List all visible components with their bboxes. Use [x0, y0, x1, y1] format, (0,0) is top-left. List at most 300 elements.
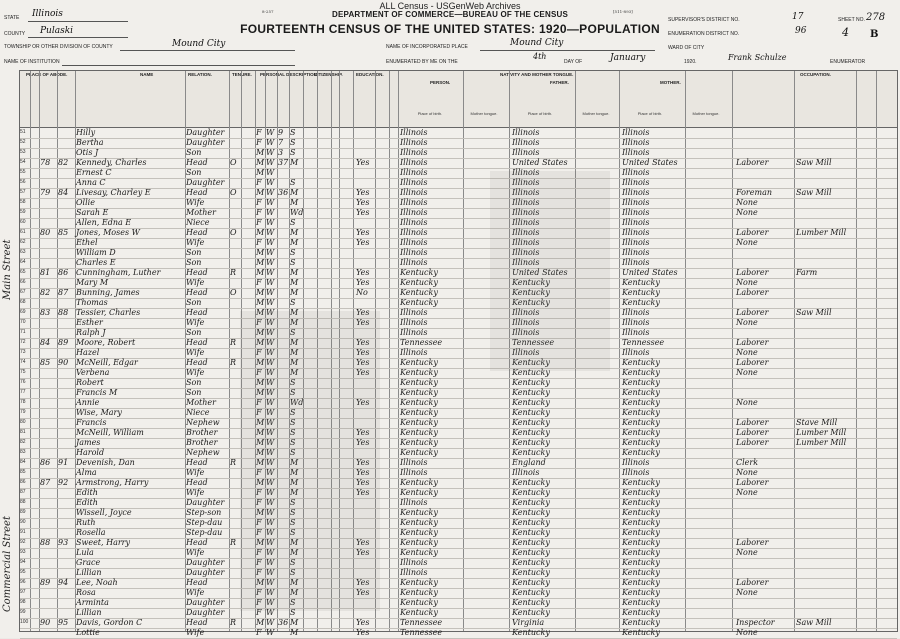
- cell-marital: S: [290, 178, 296, 187]
- cell-name: Lillian: [76, 608, 102, 617]
- cell-race: W: [266, 148, 275, 157]
- sheet-label: SHEET NO.: [838, 17, 865, 23]
- cell-father-birth: Kentucky: [512, 288, 550, 297]
- cell-marital: M: [290, 348, 299, 357]
- cell-birth: Illinois: [400, 458, 428, 467]
- cell-father-birth: Illinois: [512, 258, 540, 267]
- cell-father-birth: United States: [512, 268, 568, 277]
- cell-marital: M: [290, 478, 299, 487]
- cell-race: W: [266, 228, 275, 237]
- cell-industry: Lumber Mill: [796, 228, 847, 237]
- cell-line: 100: [20, 619, 29, 625]
- cell-birth: Kentucky: [400, 488, 438, 497]
- cell-birth: Tennessee: [400, 628, 443, 637]
- cell-marital: M: [290, 628, 299, 637]
- cell-race: W: [266, 238, 275, 247]
- cell-race: W: [266, 408, 275, 417]
- cell-sex: F: [256, 588, 262, 597]
- cell-relation: Brother: [186, 428, 218, 437]
- cell-race: W: [266, 318, 275, 327]
- cell-father-birth: Tennessee: [512, 338, 555, 347]
- cell-sex: F: [256, 488, 262, 497]
- cell-line: 94: [20, 559, 26, 565]
- cell-name: Verbena: [76, 368, 110, 377]
- cell-mother-birth: United States: [622, 158, 678, 167]
- cell-mother-birth: Illinois: [622, 348, 650, 357]
- cell-birth: Illinois: [400, 328, 428, 337]
- cell-race: W: [266, 468, 275, 477]
- cell-father-birth: Virginia: [512, 618, 545, 627]
- cell-race: W: [266, 438, 275, 447]
- cell-sex: F: [256, 408, 262, 417]
- col-mother-tongue-father: Mother tongue.: [582, 111, 610, 116]
- cell-father-birth: Kentucky: [512, 498, 550, 507]
- incorporated-label: NAME OF INCORPORATED PLACE: [386, 44, 468, 50]
- cell-father-birth: Kentucky: [512, 278, 550, 287]
- cell-mother-birth: United States: [622, 268, 678, 277]
- cell-marital: M: [290, 288, 299, 297]
- row-divider: [20, 198, 897, 199]
- cell-family: 95: [58, 618, 69, 627]
- cell-read: Yes: [356, 468, 370, 477]
- cell-mother-birth: Illinois: [622, 148, 650, 157]
- cell-occupation: Laborer: [736, 578, 769, 587]
- cell-birth: Kentucky: [400, 518, 438, 527]
- cell-mother-birth: Kentucky: [622, 568, 660, 577]
- row-divider: [20, 608, 897, 609]
- cell-family: 93: [58, 538, 69, 547]
- cell-birth: Kentucky: [400, 278, 438, 287]
- cell-race: W: [266, 188, 275, 197]
- cell-father-birth: Kentucky: [512, 568, 550, 577]
- cell-sex: F: [256, 568, 262, 577]
- cell-read: Yes: [356, 318, 370, 327]
- cell-age: 36: [278, 188, 289, 197]
- cell-line: 71: [20, 329, 26, 335]
- cell-marital: S: [290, 448, 296, 457]
- cell-tenure: R: [230, 538, 237, 547]
- cell-read: Yes: [356, 458, 370, 467]
- cell-birth: Kentucky: [400, 418, 438, 427]
- cell-tenure: R: [230, 268, 237, 277]
- cell-race: W: [266, 478, 275, 487]
- cell-mother-birth: Kentucky: [622, 498, 660, 507]
- cell-race: W: [266, 278, 275, 287]
- cell-age: 9: [278, 128, 284, 137]
- incorporated-value: Mound City: [510, 38, 564, 48]
- cell-marital: M: [290, 188, 299, 197]
- cell-occupation: None: [736, 468, 758, 477]
- cell-mother-birth: Kentucky: [622, 478, 660, 487]
- cell-family: 84: [58, 188, 69, 197]
- cell-occupation: Laborer: [736, 478, 769, 487]
- enumerator-value: Frank Schulze: [728, 53, 787, 62]
- cell-birth: Illinois: [400, 158, 428, 167]
- cell-mother-birth: Kentucky: [622, 288, 660, 297]
- cell-sex: M: [256, 248, 265, 257]
- cell-race: W: [266, 488, 275, 497]
- cell-occupation: Laborer: [736, 308, 769, 317]
- cell-relation: Head: [186, 338, 208, 347]
- cell-sex: F: [256, 548, 262, 557]
- cell-marital: S: [290, 508, 296, 517]
- cell-read: Yes: [356, 278, 370, 287]
- cell-race: W: [266, 508, 275, 517]
- cell-sex: M: [256, 228, 265, 237]
- cell-race: W: [266, 178, 275, 187]
- state-line: [28, 21, 128, 22]
- cell-sex: F: [256, 368, 262, 377]
- section-mother: MOTHER.: [660, 80, 681, 85]
- cell-race: W: [266, 208, 275, 217]
- cell-mother-birth: Kentucky: [622, 508, 660, 517]
- cell-line: 62: [20, 239, 26, 245]
- grid-column-line: [794, 71, 795, 631]
- cell-line: 99: [20, 609, 26, 615]
- enum-district-value: 96: [795, 26, 807, 36]
- form-number: 8-257: [262, 9, 274, 14]
- cell-sex: F: [256, 558, 262, 567]
- cell-name: Rosa: [76, 588, 96, 597]
- cell-race: W: [266, 528, 275, 537]
- cell-mother-birth: Kentucky: [622, 548, 660, 557]
- cell-birth: Kentucky: [400, 268, 438, 277]
- cell-relation: Wife: [186, 318, 205, 327]
- cell-relation: Step-son: [186, 508, 222, 517]
- cell-read: Yes: [356, 228, 370, 237]
- cell-race: W: [266, 138, 275, 147]
- cell-father-birth: Illinois: [512, 318, 540, 327]
- cell-father-birth: Kentucky: [512, 538, 550, 547]
- cell-father-birth: Kentucky: [512, 488, 550, 497]
- cell-birth: Illinois: [400, 218, 428, 227]
- cell-sex: M: [256, 298, 265, 307]
- cell-relation: Wife: [186, 548, 205, 557]
- cell-relation: Daughter: [186, 558, 225, 567]
- cell-mother-birth: Kentucky: [622, 528, 660, 537]
- cell-sex: M: [256, 308, 265, 317]
- cell-line: 55: [20, 169, 26, 175]
- cell-birth: Illinois: [400, 198, 428, 207]
- cell-industry: Lumber Mill: [796, 438, 847, 447]
- cell-father-birth: Kentucky: [512, 358, 550, 367]
- cell-mother-birth: Kentucky: [622, 408, 660, 417]
- census-title: FOURTEENTH CENSUS OF THE UNITED STATES: 1920—POPULATION: [240, 22, 660, 36]
- cell-birth: Illinois: [400, 228, 428, 237]
- cell-marital: M: [290, 308, 299, 317]
- cell-tenure: R: [230, 458, 237, 467]
- cell-mother-birth: Illinois: [622, 198, 650, 207]
- cell-relation: Wife: [186, 278, 205, 287]
- cell-marital: S: [290, 558, 296, 567]
- cell-name: Bunning, James: [76, 288, 140, 297]
- archive-banner: ALL Census - USGenWeb Archives: [379, 1, 521, 11]
- cell-birth: Illinois: [400, 128, 428, 137]
- col-place-of-birth-mother: Place of birth.: [637, 111, 663, 116]
- cell-read: Yes: [356, 348, 370, 357]
- cell-occupation: None: [736, 198, 758, 207]
- col-mother-tongue-person: Mother tongue.: [470, 111, 498, 116]
- row-divider: [20, 388, 897, 389]
- cell-birth: Illinois: [400, 468, 428, 477]
- row-divider: [20, 238, 897, 239]
- cell-marital: S: [290, 378, 296, 387]
- cell-father-birth: Kentucky: [512, 548, 550, 557]
- cell-sex: M: [256, 378, 265, 387]
- cell-mother-birth: Kentucky: [622, 418, 660, 427]
- cell-relation: Head: [186, 538, 208, 547]
- cell-race: W: [266, 378, 275, 387]
- cell-line: 69: [20, 309, 26, 315]
- cell-mother-birth: Kentucky: [622, 588, 660, 597]
- cell-relation: Son: [186, 378, 202, 387]
- cell-relation: Head: [186, 478, 208, 487]
- cell-sex: M: [256, 338, 265, 347]
- cell-father-birth: Illinois: [512, 348, 540, 357]
- cell-birth: Kentucky: [400, 608, 438, 617]
- cell-name: Bertha: [76, 138, 104, 147]
- cell-read: Yes: [356, 428, 370, 437]
- cell-relation: Daughter: [186, 138, 225, 147]
- state-label: STATE: [4, 15, 20, 21]
- cell-read: Yes: [356, 478, 370, 487]
- cell-sex: F: [256, 528, 262, 537]
- row-divider: [20, 498, 897, 499]
- cell-father-birth: Kentucky: [512, 588, 550, 597]
- grid-column-line: [856, 71, 857, 631]
- cell-name: Lee, Noah: [76, 578, 118, 587]
- cell-occupation: Laborer: [736, 358, 769, 367]
- cell-name: Harold: [76, 448, 105, 457]
- cell-industry: Saw Mill: [796, 618, 832, 627]
- cell-race: W: [266, 218, 275, 227]
- cell-mother-birth: Illinois: [622, 458, 650, 467]
- cell-read: Yes: [356, 628, 370, 637]
- col-place-of-birth-father: Place of birth.: [527, 111, 553, 116]
- cell-sex: M: [256, 158, 265, 167]
- cell-name: Wissell, Joyce: [76, 508, 132, 517]
- cell-name: Ruth: [76, 518, 96, 527]
- cell-birth: Illinois: [400, 348, 428, 357]
- cell-tenure: R: [230, 358, 237, 367]
- cell-birth: Illinois: [400, 148, 428, 157]
- cell-mother-birth: Kentucky: [622, 428, 660, 437]
- cell-occupation: Foreman: [736, 188, 772, 197]
- cell-name: Sweet, Harry: [76, 538, 131, 547]
- cell-line: 79: [20, 409, 26, 415]
- cell-sex: F: [256, 318, 262, 327]
- cell-dwelling: 85: [40, 358, 51, 367]
- cell-mother-birth: Kentucky: [622, 518, 660, 527]
- cell-dwelling: 86: [40, 458, 51, 467]
- cell-family: 87: [58, 288, 69, 297]
- row-divider: [20, 628, 897, 629]
- cell-marital: S: [290, 598, 296, 607]
- row-divider: [20, 458, 897, 459]
- cell-mother-birth: Kentucky: [622, 358, 660, 367]
- cell-sex: M: [256, 428, 265, 437]
- cell-name: Esther: [76, 318, 103, 327]
- cell-line: 91: [20, 529, 26, 535]
- cell-marital: S: [290, 128, 296, 137]
- cell-name: Charles E: [76, 258, 116, 267]
- cell-line: 87: [20, 489, 26, 495]
- cell-race: W: [266, 308, 275, 317]
- cell-line: 77: [20, 389, 26, 395]
- cell-sex: M: [256, 328, 265, 337]
- cell-sex: M: [256, 618, 265, 627]
- cell-mother-birth: Kentucky: [622, 368, 660, 377]
- section-place-of-abode: PLACE OF ABODE.: [26, 72, 68, 77]
- grid-column-line: [732, 71, 733, 631]
- cell-read: Yes: [356, 578, 370, 587]
- cell-line: 61: [20, 229, 26, 235]
- cell-occupation: Inspector: [736, 618, 775, 627]
- cell-mother-birth: Kentucky: [622, 488, 660, 497]
- cell-name: Ollie: [76, 198, 95, 207]
- cell-line: 89: [20, 509, 26, 515]
- cell-name: Livesay, Charley E: [76, 188, 151, 197]
- cell-mother-birth: Kentucky: [622, 278, 660, 287]
- supervisor-label: SUPERVISOR'S DISTRICT NO.: [668, 17, 740, 23]
- cell-occupation: None: [736, 238, 758, 247]
- cell-race: W: [266, 198, 275, 207]
- cell-birth: Tennessee: [400, 338, 443, 347]
- cell-father-birth: Kentucky: [512, 598, 550, 607]
- cell-industry: Lumber Mill: [796, 428, 847, 437]
- cell-marital: M: [290, 488, 299, 497]
- cell-marital: M: [290, 278, 299, 287]
- cell-line: 96: [20, 579, 26, 585]
- cell-read: Yes: [356, 238, 370, 247]
- cell-name: Tessier, Charles: [76, 308, 141, 317]
- cell-sex: F: [256, 198, 262, 207]
- cell-line: 82: [20, 439, 26, 445]
- cell-occupation: Laborer: [736, 158, 769, 167]
- cell-name: Thomas: [76, 298, 108, 307]
- cell-name: Edith: [76, 488, 98, 497]
- cell-birth: Illinois: [400, 318, 428, 327]
- cell-relation: Wife: [186, 238, 205, 247]
- cell-birth: Kentucky: [400, 578, 438, 587]
- department-heading: DEPARTMENT OF COMMERCE—BUREAU OF THE CENSUS: [331, 10, 568, 19]
- cell-dwelling: 80: [40, 228, 51, 237]
- cell-line: 97: [20, 589, 26, 595]
- cell-sex: M: [256, 478, 265, 487]
- cell-birth: Kentucky: [400, 428, 438, 437]
- cell-industry: Farm: [796, 268, 818, 277]
- cell-family: 85: [58, 228, 69, 237]
- cell-line: 65: [20, 269, 26, 275]
- cell-birth: Kentucky: [400, 368, 438, 377]
- cell-read: Yes: [356, 588, 370, 597]
- grid-column-line: [463, 71, 464, 631]
- cell-birth: Kentucky: [400, 548, 438, 557]
- cell-line: 58: [20, 199, 26, 205]
- cell-race: W: [266, 578, 275, 587]
- cell-sex: F: [256, 238, 262, 247]
- cell-father-birth: Kentucky: [512, 528, 550, 537]
- cell-read: Yes: [356, 308, 370, 317]
- cell-family: 91: [58, 458, 69, 467]
- cell-birth: Kentucky: [400, 288, 438, 297]
- cell-line: 68: [20, 299, 26, 305]
- cell-name: Devenish, Dan: [76, 458, 135, 467]
- cell-birth: Illinois: [400, 258, 428, 267]
- cell-mother-birth: Illinois: [622, 258, 650, 267]
- cell-line: 90: [20, 519, 26, 525]
- cell-race: W: [266, 418, 275, 427]
- cell-occupation: None: [736, 278, 758, 287]
- section-occupation: OCCUPATION.: [800, 72, 831, 77]
- cell-father-birth: Illinois: [512, 308, 540, 317]
- cell-line: 86: [20, 479, 26, 485]
- col-place-of-birth-person: Place of birth.: [417, 111, 443, 116]
- row-divider: [20, 508, 897, 509]
- cell-marital: Wd: [290, 208, 304, 217]
- cell-family: 90: [58, 358, 69, 367]
- section-name: NAME: [140, 72, 154, 77]
- cell-birth: Kentucky: [400, 528, 438, 537]
- cell-name: Ernest C: [76, 168, 112, 177]
- cell-race: W: [266, 448, 275, 457]
- cell-name: Moore, Robert: [76, 338, 136, 347]
- sheet-value: 4: [842, 26, 849, 39]
- cell-relation: Brother: [186, 438, 218, 447]
- cell-family: 92: [58, 478, 69, 487]
- cell-sex: M: [256, 458, 265, 467]
- cell-line: 66: [20, 279, 26, 285]
- cell-line: 75: [20, 369, 26, 375]
- cell-relation: Daughter: [186, 128, 225, 137]
- cell-mother-birth: Illinois: [622, 218, 650, 227]
- row-divider: [20, 378, 897, 379]
- cell-occupation: None: [736, 348, 758, 357]
- col-mother-tongue-mother: Mother tongue.: [692, 111, 720, 116]
- cell-dwelling: 90: [40, 618, 51, 627]
- cell-dwelling: 82: [40, 288, 51, 297]
- cell-race: W: [266, 558, 275, 567]
- cell-read: Yes: [356, 438, 370, 447]
- row-divider: [20, 398, 897, 399]
- cell-birth: Kentucky: [400, 538, 438, 547]
- cell-father-birth: Kentucky: [512, 558, 550, 567]
- cell-sex: F: [256, 278, 262, 287]
- row-divider: [20, 588, 897, 589]
- cell-marital: M: [290, 338, 299, 347]
- street-annotation-commercial: Commercial Street: [2, 516, 13, 612]
- cell-dwelling: 83: [40, 308, 51, 317]
- cell-family: 94: [58, 578, 69, 587]
- cell-name: Arminta: [76, 598, 109, 607]
- cell-marital: M: [290, 358, 299, 367]
- year-value: 1920.: [684, 59, 697, 65]
- cell-sex: M: [256, 538, 265, 547]
- cell-marital: M: [290, 228, 299, 237]
- cell-marital: S: [290, 408, 296, 417]
- cell-mother-birth: Illinois: [622, 248, 650, 257]
- cell-race: W: [266, 248, 275, 257]
- cell-birth: Kentucky: [400, 298, 438, 307]
- cell-marital: S: [290, 258, 296, 267]
- cell-read: Yes: [356, 188, 370, 197]
- cell-read: No: [356, 288, 368, 297]
- cell-dwelling: 79: [40, 188, 51, 197]
- cell-occupation: None: [736, 398, 758, 407]
- county-label: COUNTY: [4, 31, 26, 37]
- cell-relation: Head: [186, 268, 208, 277]
- cell-father-birth: Illinois: [512, 168, 540, 177]
